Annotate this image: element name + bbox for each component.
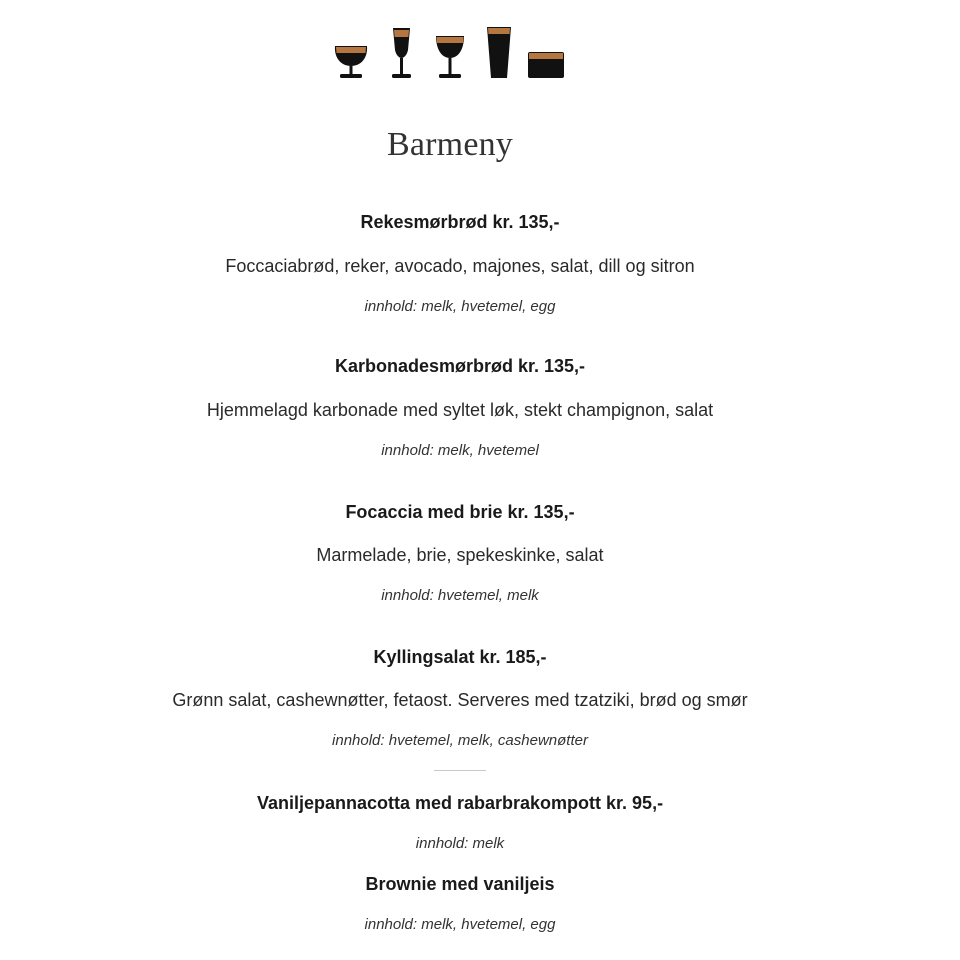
menu-item-name: Rekesmørbrød kr. 135,- — [360, 212, 560, 232]
menu-item-description: Marmelade, brie, spekeskinke, salat — [316, 545, 604, 565]
drink-glasses-icons — [330, 22, 570, 84]
menu-item-allergens: innhold: hvetemel, melk, cashewnøtter — [332, 732, 588, 749]
wine-glass-icon — [436, 36, 464, 78]
menu-item-description: Hjemmelagd karbonade med syltet løk, stekt champignon, salat — [206, 400, 714, 420]
section-divider — [434, 770, 486, 771]
menu-item-description: Foccaciabrød, reker, avocado, majones, salat, dill og sitron — [225, 256, 695, 276]
menu-item-description: Grønn salat, cashewnøtter, fetaost. Serveres med tzatziki, brød og smør — [172, 690, 748, 710]
dessert-allergens: innhold: melk, hvetemel, egg — [364, 916, 556, 933]
beer-glass-icon — [487, 27, 511, 78]
dessert-name: Vaniljepannacotta med rabarbrakompott kr. 95,- — [256, 793, 664, 813]
tumbler-glass-icon — [528, 52, 564, 78]
menu-item-name: Kyllingsalat kr. 185,- — [373, 647, 547, 667]
menu-item-name: Karbonadesmørbrød kr. 135,- — [334, 356, 586, 376]
menu-item-allergens: innhold: melk, hvetemel — [381, 442, 539, 459]
dessert-allergens: innhold: melk — [415, 835, 505, 852]
dessert-name: Brownie med vaniljeis — [365, 874, 555, 894]
menu-item-name: Focaccia med brie kr. 135,- — [345, 502, 575, 522]
brandy-glass-icon — [335, 46, 367, 78]
menu-item-allergens: innhold: melk, hvetemel, egg — [364, 298, 556, 315]
menu-title: Barmeny — [386, 126, 514, 163]
champagne-flute-icon — [392, 28, 411, 78]
menu-item-allergens: innhold: hvetemel, melk — [381, 587, 539, 604]
